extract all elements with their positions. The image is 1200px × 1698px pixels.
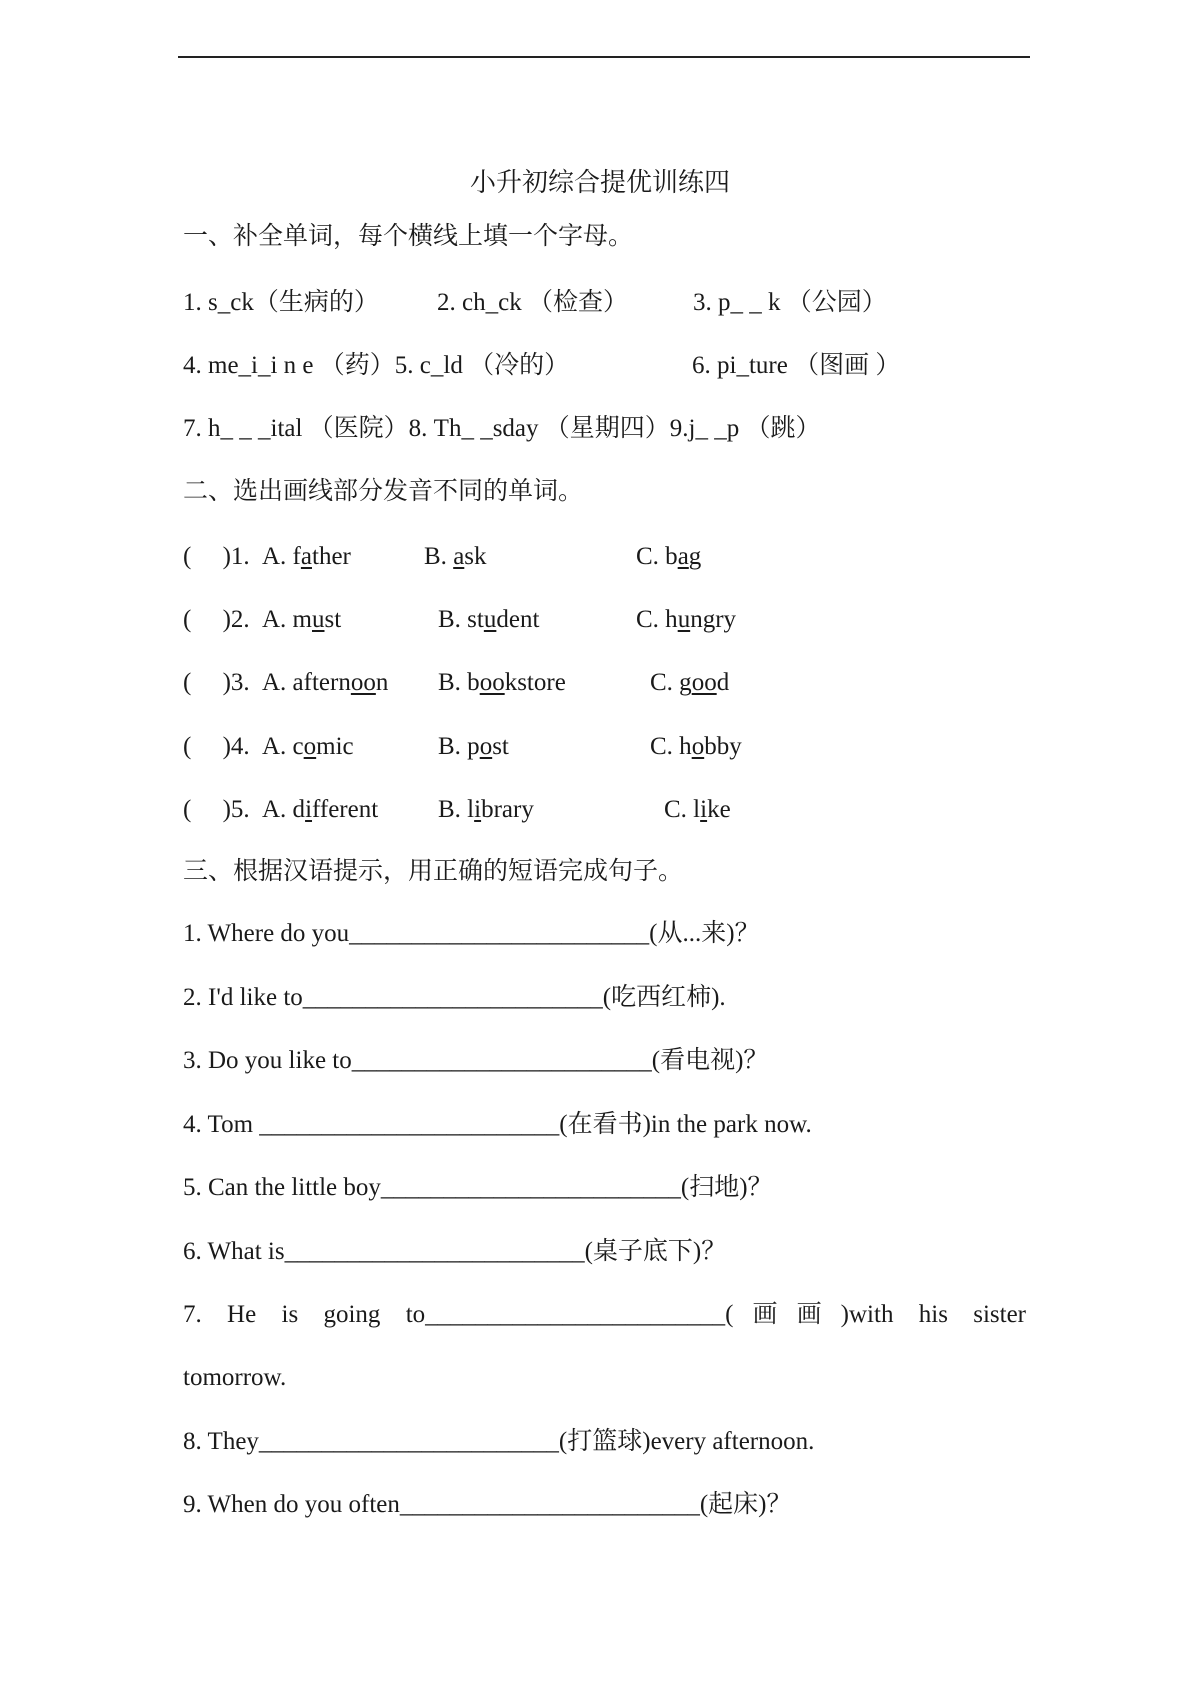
option-c bbox=[650, 730, 742, 764]
fill-item: 7. h_ _ _ital （医院）8. Th_ _sday （星期四）9.j_ _p （跳） bbox=[183, 415, 821, 442]
option-text: A. c bbox=[262, 733, 304, 760]
option-text: d bbox=[716, 669, 730, 696]
option-b bbox=[438, 793, 534, 827]
option-text: kstore bbox=[504, 669, 566, 696]
option-text: C. h bbox=[650, 733, 692, 760]
option-text: B. st bbox=[438, 606, 484, 633]
underlined-letters: oo bbox=[350, 669, 376, 696]
fill-item: 1. s_ck（生病的） bbox=[183, 289, 379, 316]
sentence-item: 6. What is________________________(桌子底下)？ bbox=[183, 1238, 727, 1265]
underlined-letters: u bbox=[312, 606, 325, 633]
option-a bbox=[262, 666, 388, 700]
option-text: dent bbox=[496, 606, 540, 633]
option-text: A. f bbox=[262, 543, 301, 570]
option-c bbox=[650, 666, 729, 700]
section1-heading: 一、补全单词，每个横线上填一个字母。 bbox=[183, 223, 634, 250]
sentence-item: 8. They________________________(打篮球)every afternoon. bbox=[183, 1428, 815, 1455]
underlined-letters: o bbox=[303, 733, 317, 760]
underlined-letters: i bbox=[700, 796, 708, 823]
option-a bbox=[262, 793, 378, 827]
option-text: mic bbox=[316, 733, 354, 760]
fill-item: 3. p_ _ k （公园） bbox=[693, 289, 887, 316]
option-text: A. m bbox=[262, 606, 312, 633]
option-text: C. g bbox=[650, 669, 692, 696]
fill-item: 6. pi_ture （图画 ） bbox=[692, 352, 901, 379]
answer-bracket: ( )1. bbox=[183, 543, 250, 570]
worksheet-title: 小升初综合提优训练四 bbox=[469, 168, 730, 197]
option-c bbox=[636, 603, 736, 637]
fill-item: 4. me_i_i n e （药）5. c_ld （冷的） bbox=[183, 352, 570, 379]
option-text: A. d bbox=[262, 796, 306, 823]
option-b bbox=[438, 666, 566, 700]
section2-heading: 二、选出画线部分发音不同的单词。 bbox=[183, 478, 584, 505]
option-text: C. h bbox=[636, 606, 678, 633]
option-b bbox=[438, 603, 539, 637]
option-a bbox=[262, 730, 354, 764]
answer-bracket: ( )2. bbox=[183, 606, 250, 633]
underlined-letters: o bbox=[691, 733, 705, 760]
option-text: g bbox=[688, 543, 702, 570]
option-c bbox=[664, 793, 731, 827]
option-text: st bbox=[492, 733, 509, 760]
option-text: ther bbox=[312, 543, 351, 570]
sentence-item: 2. I'd like to________________________(吃西红柿). bbox=[183, 984, 726, 1011]
underlined-letters: a bbox=[453, 543, 465, 570]
option-c bbox=[636, 540, 701, 574]
underlined-letters: i bbox=[305, 796, 313, 823]
underlined-letters: a bbox=[677, 543, 689, 570]
option-a bbox=[262, 540, 351, 574]
option-text: brary bbox=[481, 796, 534, 823]
sentence-item: 7. He is going to________________________(画画)with his sister bbox=[183, 1301, 1026, 1328]
underlined-letters: i bbox=[474, 796, 482, 823]
option-text: B. b bbox=[438, 669, 480, 696]
option-text: sk bbox=[464, 543, 487, 570]
option-text: C. l bbox=[664, 796, 701, 823]
option-text: n bbox=[375, 669, 389, 696]
header-rule bbox=[178, 56, 1030, 58]
underlined-letters: u bbox=[677, 606, 691, 633]
option-text: fferent bbox=[312, 796, 379, 823]
option-a bbox=[262, 603, 341, 637]
sentence-item-continued: tomorrow. bbox=[183, 1364, 287, 1391]
underlined-letters: u bbox=[483, 606, 497, 633]
option-text: ke bbox=[707, 796, 731, 823]
sentence-item: 1. Where do you________________________(从...来)？ bbox=[183, 920, 760, 947]
answer-bracket: ( )4. bbox=[183, 733, 250, 760]
option-b bbox=[424, 540, 487, 574]
section3-heading: 三、根据汉语提示，用正确的短语完成句子。 bbox=[183, 858, 684, 885]
sentence-item: 5. Can the little boy________________________(扫地)？ bbox=[183, 1174, 773, 1201]
sentence-item: 3. Do you like to________________________(看电视)？ bbox=[183, 1047, 769, 1074]
option-b bbox=[438, 730, 509, 764]
answer-bracket: ( )3. bbox=[183, 669, 250, 696]
option-text: B. l bbox=[438, 796, 475, 823]
underlined-letters: oo bbox=[691, 669, 717, 696]
sentence-item: 9. When do you often________________________(起床)？ bbox=[183, 1491, 792, 1518]
answer-bracket: ( )5. bbox=[183, 796, 250, 823]
underlined-letters: oo bbox=[479, 669, 505, 696]
option-text: B. p bbox=[438, 733, 480, 760]
option-text: ngry bbox=[690, 606, 737, 633]
sentence-item: 4. Tom ________________________(在看书)in the park now. bbox=[183, 1111, 812, 1138]
fill-item: 2. ch_ck （检查） bbox=[437, 289, 628, 316]
option-text: B. bbox=[424, 543, 454, 570]
option-text: C. b bbox=[636, 543, 678, 570]
option-text: st bbox=[324, 606, 342, 633]
option-text: bby bbox=[704, 733, 742, 760]
underlined-letters: a bbox=[300, 543, 312, 570]
underlined-letters: o bbox=[479, 733, 493, 760]
option-text: A. aftern bbox=[262, 669, 351, 696]
